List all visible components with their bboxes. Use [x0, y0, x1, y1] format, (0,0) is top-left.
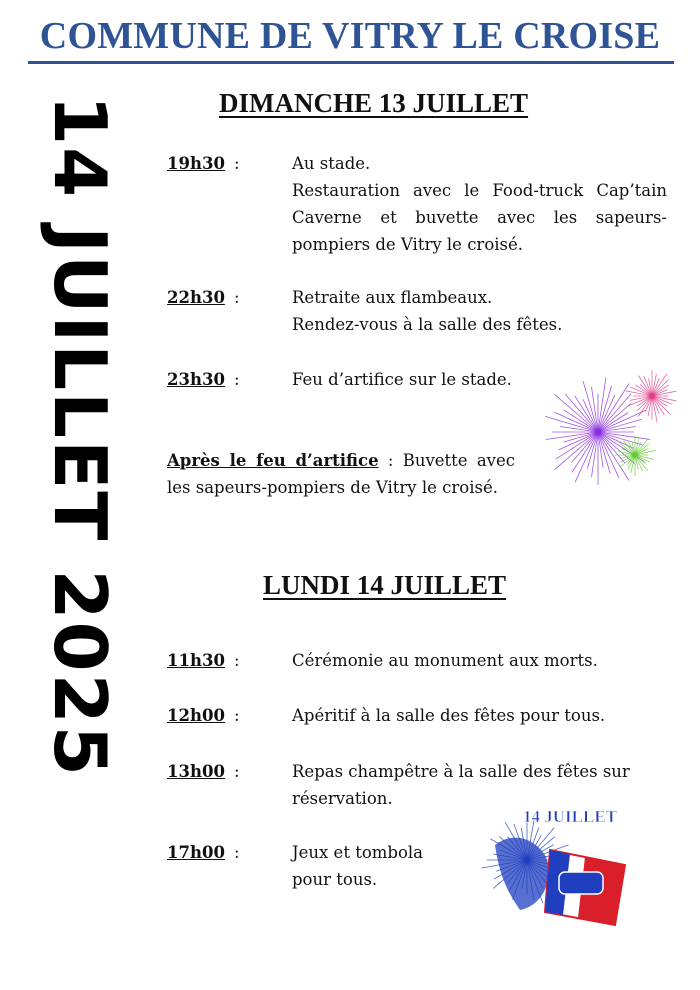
event-monday-1300: 13h00 : Repas champêtre à la salle des fêtes sur réservation. — [167, 758, 667, 818]
event-line: Restauration avec le Food-truck Cap’tain Caverne et buvette avec les sapeurs-pompiers de Vitry le croisé. — [292, 181, 667, 254]
badge-title: 14 JUILLET — [523, 807, 617, 826]
event-sunday-2230: 22h30 : Retraite aux flambeaux. Rendez-vous à la salle des fêtes. — [167, 284, 667, 344]
event-text: Repas champêtre à la salle des fêtes sur réservation. — [292, 762, 630, 808]
bastille-day-badge-icon — [475, 800, 635, 940]
after-fireworks-label: Après le feu d’artifice — [167, 451, 379, 470]
title-underline — [28, 61, 674, 64]
monday-title: LUNDI 14 JUILLET — [263, 570, 507, 600]
after-fireworks-text: : Buvette avec les sapeurs-pompiers de Vitry le croisé. — [167, 451, 515, 497]
event-sunday-2330: 23h30 : Feu d’artifice sur le stade. — [167, 366, 517, 426]
event-sunday-1930: 19h30 : Au stade. Restauration avec le Food-truck Cap’tain Caverne et buvette avec les sapeurs-pompiers de Vitry le croisé. — [167, 150, 667, 260]
event-monday-1130: 11h30 : Cérémonie au monument aux morts. — [167, 647, 667, 677]
event-line: Au stade. — [292, 154, 371, 173]
event-time: 23h30 — [167, 370, 225, 389]
firework-core — [595, 429, 601, 435]
event-text: Cérémonie au monument aux morts. — [292, 651, 598, 670]
badge-plaque — [559, 872, 603, 894]
event-line: Feu d’artifice sur le stade. — [292, 370, 512, 389]
firework-ray — [583, 381, 598, 432]
firework-core — [632, 452, 638, 458]
event-time: 11h30 — [167, 651, 225, 670]
firework-ray — [545, 416, 598, 432]
event-text: Apéritif à la salle des fêtes pour tous. — [292, 706, 606, 725]
sunday-title: DIMANCHE 13 JUILLET — [219, 88, 529, 118]
event-time: 22h30 — [167, 288, 225, 307]
fireworks-icon — [530, 360, 680, 490]
event-line: Rendez-vous à la salle des fêtes. — [292, 315, 563, 334]
event-monday-1200: 12h00 : Apéritif à la salle des fêtes pour tous. — [167, 702, 667, 732]
event-time: 17h00 — [167, 843, 225, 862]
after-fireworks-note — [167, 447, 515, 501]
side-banner — [38, 95, 122, 915]
header — [0, 16, 700, 58]
event-line: Retraite aux flambeaux. — [292, 288, 493, 307]
page-title: COMMUNE DE VITRY LE CROISE — [39, 15, 661, 57]
event-time: 13h00 — [167, 762, 225, 781]
event-monday-1700: 17h00 : Jeux et tombola pour tous. — [167, 839, 467, 899]
side-banner-text: 14 JUILLET 2025 — [38, 95, 122, 778]
event-time: 19h30 — [167, 154, 225, 173]
event-text: Jeux et tombola pour tous. — [292, 843, 424, 889]
firework-core — [649, 393, 655, 399]
event-time: 12h00 — [167, 706, 225, 725]
